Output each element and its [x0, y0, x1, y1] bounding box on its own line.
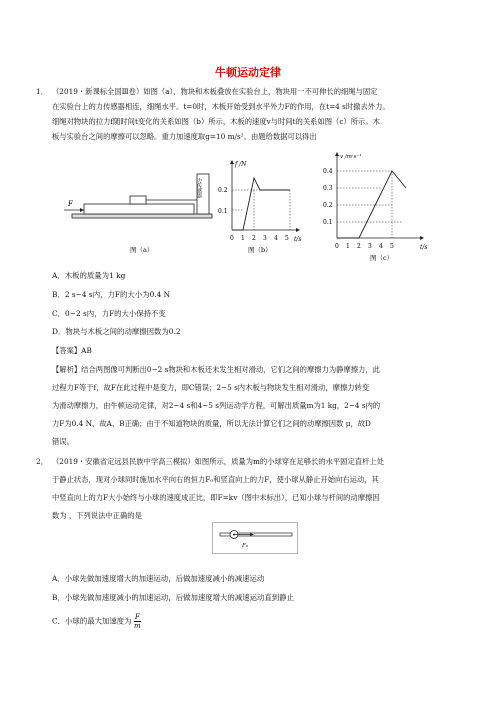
b-x-tick-5: 5: [285, 235, 289, 242]
q1-analysis-line-3: 为滑动摩擦力，由牛顿运动定律，对2~4 s和4~5 s列运动学方程，可解出质量m为1 kg，2~4 s内的: [52, 401, 381, 410]
c-x-tick-1: 1: [346, 243, 350, 250]
q1-stem-line-1: （2019・新课标全国Ⅲ卷）如图（a），物块和木板叠放在实验台上，物块用一不可伸长的细绳与固定: [52, 87, 378, 96]
q2-option-c-fraction: [134, 613, 141, 630]
b-x-arrow: [296, 228, 300, 232]
q2-stem-line-3: 中竖直向上的力F大小始终与小球的速度成正比，即F=kv（图中未标出），已知小球与杆间的动摩擦因: [52, 493, 380, 502]
c-x-tick-5: 5: [390, 243, 394, 250]
q2-stem-line-4: 数为 ，下列说法中正确的是: [52, 511, 142, 520]
b-x-label: t/s: [294, 236, 302, 243]
b-y-tick-0.2: 0.2: [218, 187, 228, 194]
block: [130, 196, 146, 204]
q1-analysis-line-1: 【解析】结合两图像可判断出0~2 s物块和木板还未发生相对滑动，它们之间的摩擦力为静摩擦力，此: [52, 365, 380, 374]
q2-option-a: A．小球先做加速度增大的加速运动，后做加速度减小的减速运动: [52, 574, 265, 583]
q2-figure: [212, 522, 298, 554]
force-arrowhead: [80, 208, 84, 212]
lab-bench: [72, 214, 212, 218]
board: [84, 204, 194, 214]
sensor-label: 力传感器: [196, 178, 202, 198]
b-x-tick-4: 4: [274, 235, 278, 242]
q1-stem-line-4: 板与实验台之间的摩擦可以忽略。重力加速度取g=10 m/s²。由题给数据可以得出: [52, 132, 317, 141]
c-y-tick-0.3: 0.3: [323, 185, 333, 192]
q2-option-b: B．小球先做加速度减小的加速运动，后做加速度增大的减速运动直到静止: [52, 593, 294, 602]
c-x-tick-3: 3: [368, 243, 372, 250]
c-y-label: v /m·s⁻¹: [340, 154, 362, 160]
fraction-denominator: m: [134, 622, 141, 630]
q2-option-c-text: C．小球的最大加速度为: [52, 616, 132, 626]
f0-label: F₀: [242, 543, 249, 549]
q1-number: 1．: [36, 87, 48, 96]
caption-a: 图（a）: [130, 246, 154, 254]
q2-option-c: [52, 613, 141, 630]
q1-analysis-line-2: 过程力F等于f，故F在此过程中是变力，即C错误；2~5 s内木板与物块发生相对滑动，摩擦力转变: [52, 383, 370, 392]
q2-number: 2．: [36, 457, 48, 466]
c-y-tick-0.4: 0.4: [323, 168, 333, 175]
c-x-label: t/s: [420, 244, 428, 251]
figure-b: [218, 160, 302, 254]
figure-c: [323, 152, 428, 262]
c-y-tick-0.1: 0.1: [323, 219, 333, 226]
q1-option-c: C．0~2 s内，力F的大小保持不变: [52, 309, 166, 318]
q1-option-a: A．木板的质量为1 kg: [52, 271, 126, 280]
caption-b: 图（b）: [248, 246, 272, 254]
c-y-arrow: [335, 152, 339, 156]
c-x-tick-0: 0: [335, 243, 339, 250]
b-y-arrow: [230, 160, 234, 164]
q1-stem-line-3: 细绳对物块的拉力f随时间t变化的关系如图（b）所示，木板的速度v与时间t的关系如图（c）所示。木: [52, 117, 380, 126]
b-x-tick-0: 0: [230, 235, 234, 242]
q1-option-d: D．物块与木板之间的动摩擦因数为0.2: [52, 327, 181, 336]
b-curve: [232, 178, 290, 230]
c-x-tick-2: 2: [357, 243, 361, 250]
q2-figure-frame: [213, 523, 298, 554]
fraction-numerator: F: [134, 613, 140, 621]
page-title: 牛顿运动定律: [215, 66, 281, 79]
caption-c: 图（c）: [370, 254, 394, 262]
b-x-tick-2: 2: [252, 235, 256, 242]
q1-analysis-line-4: 力F为0.4 N，故A、B正确；由于不知道物块的质量，所以无法计算它们之间的动摩擦因数 μ，故D: [52, 419, 371, 428]
q2-stem-line-2: 于静止状态，现对小球同时施加水平向右的恒力F₀和竖直向上的力F，使小球从静止开始向右运动，其: [52, 475, 379, 484]
q1-stem-line-2: 在实验台上的力传感器相连，细绳水平。t=0时，木板开始受到水平外力F的作用，在t=4 s时撤去外力。: [52, 102, 390, 111]
q2-stem-line-1: （2019・安徽省定远县民族中学高三模拟）如图所示，质量为m的小球穿在足够长的水平固定直杆上处: [52, 457, 384, 466]
c-x-tick-4: 4: [379, 243, 383, 250]
b-x-tick-3: 3: [263, 235, 267, 242]
q1-option-b: B．2 s~4 s内，力F的大小为0.4 N: [52, 290, 171, 299]
force-label: F: [68, 200, 73, 208]
c-curve: [337, 171, 406, 238]
q1-analysis-line-5: 错误。: [52, 437, 74, 446]
b-y-tick-0.1: 0.1: [218, 208, 228, 215]
b-y-label: f /N: [235, 161, 247, 168]
b-x-tick-1: 1: [241, 235, 245, 242]
q1-figures: [52, 150, 452, 265]
c-x-arrow: [420, 236, 424, 240]
c-y-tick-0.2: 0.2: [323, 202, 333, 209]
q1-answer: 【答案】AB: [52, 346, 92, 355]
figure-a: [64, 174, 212, 254]
